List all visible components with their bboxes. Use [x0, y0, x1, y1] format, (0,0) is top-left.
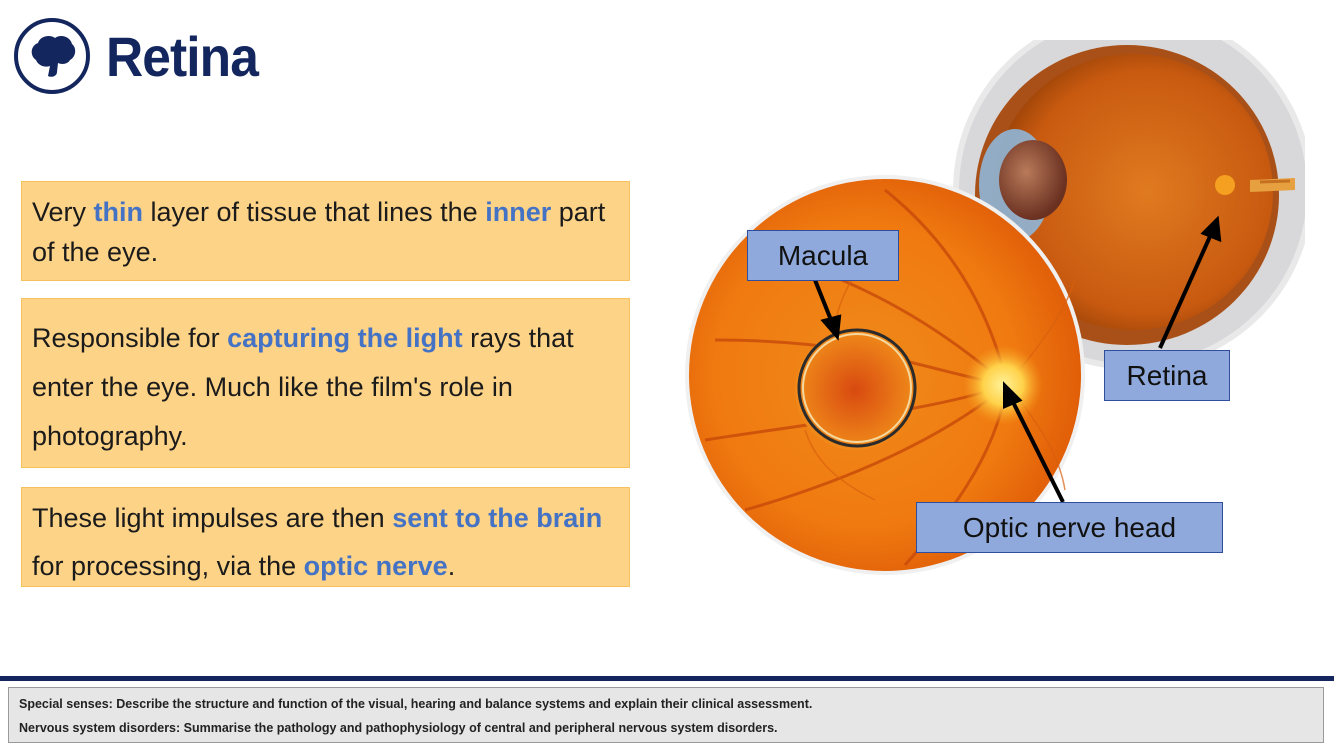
box-text: .	[447, 551, 456, 581]
highlight-text: capturing the light	[227, 323, 463, 353]
footer-divider	[0, 676, 1334, 681]
highlight-text: inner	[485, 197, 552, 227]
brain-icon	[26, 30, 78, 82]
box-text: These light impulses are then	[32, 503, 393, 533]
highlight-text: optic nerve	[303, 551, 448, 581]
highlight-text: thin	[93, 197, 144, 227]
box-text: layer of tissue that lines the	[143, 197, 486, 227]
box-text: for processing, via the	[32, 551, 304, 581]
brain-logo	[14, 18, 90, 94]
highlight-text: sent to the brain	[392, 503, 603, 533]
retina-label: Retina	[1104, 350, 1230, 401]
info-box-sent-to-brain	[21, 487, 630, 587]
box-text: Very	[32, 197, 94, 227]
optic-nerve-head-label: Optic nerve head	[916, 502, 1223, 553]
header	[14, 14, 271, 98]
footer-line-special-senses: Special senses: Describe the structure and function of the visual, hearing and balance systems and explain their clinical assessment.	[19, 697, 813, 711]
macula-label: Macula	[747, 230, 899, 281]
box-text: Responsible for	[32, 323, 228, 353]
info-box-capturing-light	[21, 298, 630, 468]
footer-line-nervous-system: Nervous system disorders: Summarise the pathology and pathophysiology of central and peripheral nervous system disorders.	[19, 721, 778, 735]
learning-outcomes-footer	[8, 687, 1324, 743]
retina-figure	[685, 40, 1305, 620]
page-title: Retina	[106, 24, 258, 88]
box-text: rays that enter the eye. Much like the film's role in photography.	[32, 323, 574, 451]
box-text: part of the eye.	[32, 197, 606, 267]
info-box-thin-layer	[21, 181, 630, 281]
